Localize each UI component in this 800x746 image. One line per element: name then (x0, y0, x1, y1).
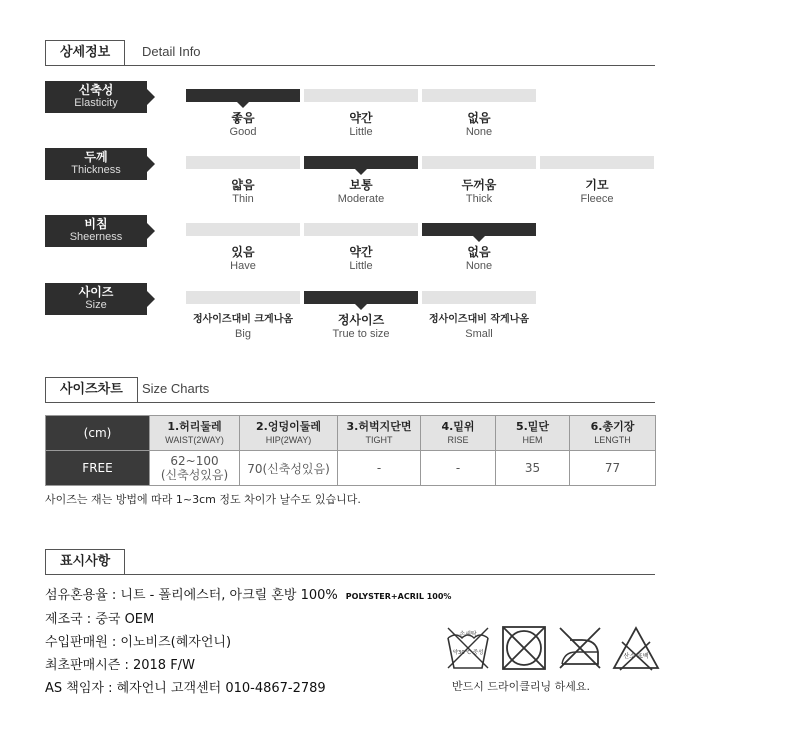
size-chart-title-en: Size Charts (142, 381, 210, 396)
option-size-0: 정사이즈대비 크게나옴 Big (192, 314, 294, 340)
svg-text:산소 표백: 산소 표백 (623, 653, 649, 660)
col-hem: 5.밑단 HEM (496, 416, 570, 451)
no-tumble-dry-icon (500, 624, 548, 672)
option-thickness-0: 얇음 Thin (231, 178, 255, 205)
as-contact-line: AS 책임자 : 혜자언니 고객센터 010-4867-2789 (45, 681, 326, 696)
row-label-size: 사이즈 Size (45, 283, 147, 315)
hip-value: 70(신축성있음) (240, 451, 338, 486)
composition-line: 섬유혼용율 : 니트 - 폴리에스터, 아크릴 혼방 100% POLYSTER+ACRIL 100% (45, 588, 452, 603)
size-chart-header-row (46, 416, 656, 451)
table-row (46, 451, 656, 486)
season-line: 최초판매시즌 : 2018 F/W (45, 658, 195, 673)
col-waist: 1.허리둘레 WAIST(2WAY) (150, 416, 240, 451)
size-chart-table (45, 415, 656, 486)
unit-cell: (cm) (46, 416, 150, 451)
col-tight: 3.허벅지단면 TIGHT (338, 416, 421, 451)
detail-info-header (45, 40, 655, 66)
composition-en: POLYSTER+ACRIL 100% (345, 592, 452, 601)
option-sheerness-0: 있음 Have (230, 245, 256, 272)
origin-line: 제조국 : 중국 OEM (45, 612, 155, 627)
arrow-right-icon (147, 291, 155, 307)
option-sheerness-1: 약간 Little (349, 245, 373, 272)
option-elasticity-0: 좋음 Good (229, 111, 257, 138)
level-bar-selected (304, 156, 418, 169)
hand-wash-icon (444, 624, 492, 672)
label-info-list (45, 584, 451, 700)
level-bar (540, 156, 654, 169)
row-label-elasticity: 신축성 Elasticity (45, 81, 147, 113)
level-bar (186, 291, 300, 304)
no-iron-icon (556, 624, 604, 672)
option-elasticity-1: 약간 Little (349, 111, 373, 138)
row-label-thickness: 두께 Thickness (45, 148, 147, 180)
col-rise: 4.밑위 RISE (421, 416, 496, 451)
level-bar (422, 89, 536, 102)
option-size-1: 정사이즈 True to size (332, 313, 390, 340)
option-thickness-2: 두꺼움 Thick (461, 178, 497, 205)
size-free-cell: FREE (46, 451, 150, 486)
option-size-2: 정사이즈대비 작게나옴 Small (428, 314, 530, 340)
importer-line: 수입판매원 : 이노비즈(혜자언니) (45, 635, 232, 650)
rise-value: - (421, 451, 496, 486)
option-elasticity-2: 없음 None (465, 111, 493, 138)
col-hip: 2.엉덩이둘레 HIP(2WAY) (240, 416, 338, 451)
level-bar (304, 89, 418, 102)
level-bar-selected (422, 223, 536, 236)
detail-info-title-en: Detail Info (142, 44, 201, 59)
level-bar (186, 156, 300, 169)
row-label-sheerness: 비침 Sheerness (45, 215, 147, 247)
no-bleach-icon (612, 624, 660, 672)
label-info-header (45, 549, 655, 575)
option-thickness-1: 보통 Moderate (337, 178, 385, 205)
level-bar-selected (304, 291, 418, 304)
care-instruction: 반드시 드라이클리닝 하세요. (452, 680, 591, 693)
label-info-tab: 표시사항 (45, 549, 125, 574)
level-bar (186, 223, 300, 236)
option-thickness-3: 기모 Fleece (580, 178, 614, 205)
detail-info-tab: 상세정보 (45, 40, 125, 65)
length-value: 77 (570, 451, 656, 486)
level-bar (422, 156, 536, 169)
svg-text:손세탁: 손세탁 (459, 631, 477, 638)
size-chart-header (45, 377, 655, 403)
col-length: 6.총기장 LENGTH (570, 416, 656, 451)
hem-value: 35 (496, 451, 570, 486)
level-bar (422, 291, 536, 304)
arrow-right-icon (147, 89, 155, 105)
size-chart-tab: 사이즈차트 (45, 377, 138, 402)
tight-value: - (338, 451, 421, 486)
svg-text:약30℃ 중성: 약30℃ 중성 (452, 650, 484, 656)
size-note: 사이즈는 재는 방법에 따라 1~3cm 정도 차이가 날수도 있습니다. (45, 493, 361, 506)
waist-value: 62~100 (신축성있음) (150, 451, 240, 486)
arrow-right-icon (147, 223, 155, 239)
arrow-right-icon (147, 156, 155, 172)
level-bar-selected (186, 89, 300, 102)
level-bar (304, 223, 418, 236)
option-sheerness-2: 없음 None (465, 245, 493, 272)
